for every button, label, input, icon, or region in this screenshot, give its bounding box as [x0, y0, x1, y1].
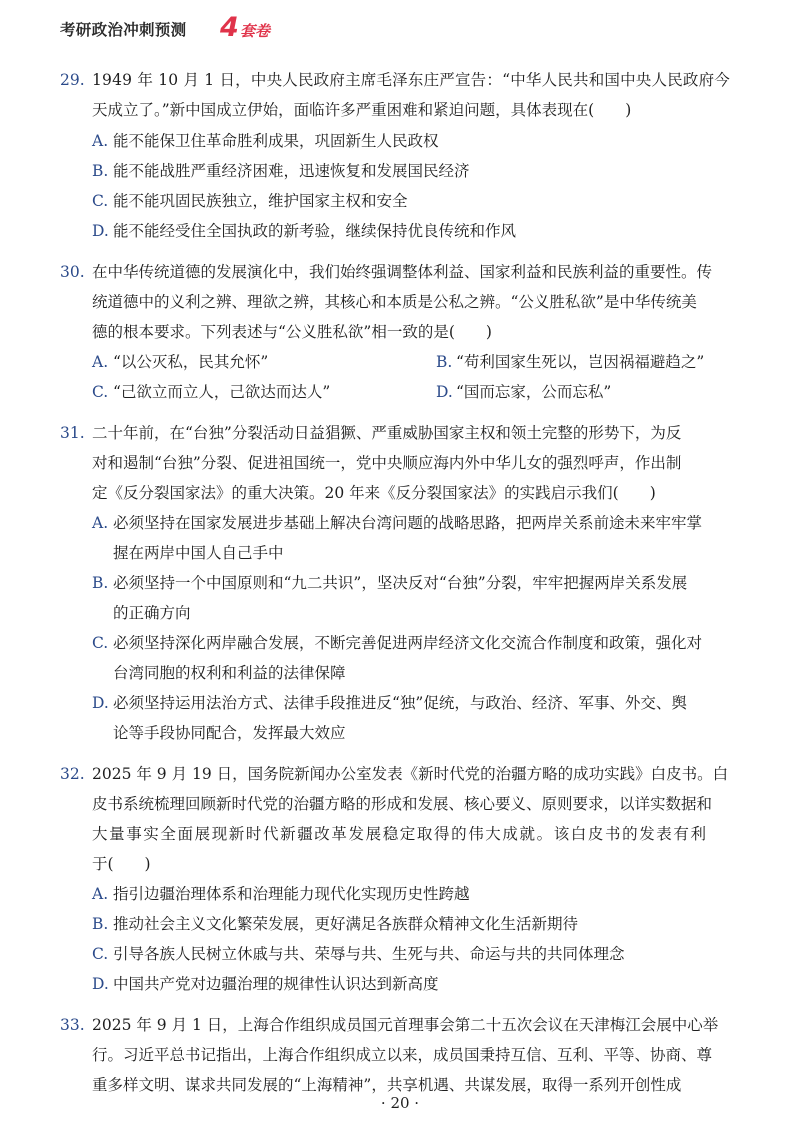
option-text: 指引边疆治理体系和治理能力现代化实现历史性跨越 — [113, 885, 470, 903]
option-text: 握在两岸中国人自己手中 — [113, 544, 284, 562]
option-text: “以公灭私，民其允怀” — [113, 353, 269, 371]
option-letter: B. — [92, 574, 109, 592]
question-stem-line: 二十年前，在“台独”分裂活动日益猖獗、严重威胁国家主权和领土完整的形势下，为反 — [92, 424, 682, 442]
option-letter: D. — [436, 383, 453, 401]
question-number: 31. — [60, 424, 85, 442]
option-text: 推动社会主义文化繁荣发展，更好满足各族群众精神文化生活新期待 — [113, 915, 579, 933]
option-letter: A. — [92, 353, 109, 371]
question-stem-line: 皮书系统梳理回顾新时代党的治疆方略的形成和发展、核心要义、原则要求，以详实数据和 — [92, 795, 713, 813]
option-text: “国而忘家，公而忘私” — [456, 383, 612, 401]
question-number: 33. — [60, 1016, 85, 1034]
question-stem-line: 2025 年 9 月 1 日，上海合作组织成员国元首理事会第二十五次会议在天津梅江会展中心举 — [92, 1016, 719, 1034]
option-letter: A. — [92, 885, 109, 903]
option-text: “己欲立而立人，己欲达而达人” — [113, 383, 331, 401]
option-text: 能不能保卫住革命胜利成果，巩固新生人民政权 — [113, 132, 439, 150]
option-letter: C. — [92, 634, 109, 652]
option-letter: B. — [92, 162, 109, 180]
question-stem-line: 德的根本要求。下列表述与“公义胜私欲”相一致的是( ) — [92, 323, 492, 341]
header-title: 考研政治冲刺预测 — [60, 21, 187, 39]
option-text: 的正确方向 — [113, 604, 191, 622]
question-number: 30. — [60, 263, 85, 281]
question-stem-line: 统道德中的义利之辨、理欲之辨，其核心和本质是公私之辨。“公义胜私欲”是中华传统美 — [92, 293, 697, 311]
question-number: 29. — [60, 71, 85, 89]
option-letter: D. — [92, 222, 109, 240]
option-letter: D. — [92, 975, 109, 993]
question-stem-line: 行。习近平总书记指出，上海合作组织成立以来，成员国秉持互信、互利、平等、协商、尊 — [92, 1046, 713, 1064]
brand-text: 套卷 — [240, 22, 271, 40]
option-letter: C. — [92, 383, 109, 401]
option-letter: A. — [92, 514, 109, 532]
option-letter: C. — [92, 192, 109, 210]
option-text: 必须坚持一个中国原则和“九二共识”，坚决反对“台独”分裂，牢牢把握两岸关系发展 — [113, 574, 688, 592]
option-text: 引导各族人民树立休戚与共、荣辱与共、生死与共、命运与共的共同体理念 — [113, 945, 625, 963]
question-stem-line: 于( ) — [92, 855, 151, 873]
question-number: 32. — [60, 765, 85, 783]
option-text: 中国共产党对边疆治理的规律性认识达到新高度 — [113, 975, 439, 993]
option-text: 能不能经受住全国执政的新考验，继续保持优良传统和作风 — [113, 222, 517, 240]
option-letter: B. — [436, 353, 453, 371]
option-letter: A. — [92, 132, 109, 150]
option-text: 必须坚持深化两岸融合发展，不断完善促进两岸经济文化交流合作制度和政策，强化对 — [113, 634, 703, 652]
page-number: · 20 · — [380, 1094, 420, 1112]
option-text: 能不能巩固民族独立，维护国家主权和安全 — [113, 192, 408, 210]
question-stem-line: 定《反分裂国家法》的重大决策。20 年来《反分裂国家法》的实践启示我们( ) — [92, 484, 656, 502]
option-text: 必须坚持在国家发展进步基础上解决台湾问题的战略思路，把两岸关系前途未来牢牢掌 — [113, 514, 703, 532]
question-stem-line: 大量事实全面展现新时代新疆改革发展稳定取得的伟大成就。该白皮书的发表有利 — [92, 825, 708, 843]
option-letter: B. — [92, 915, 109, 933]
question-stem-line: 天成立了。”新中国成立伊始，面临许多严重困难和紧迫问题，具体表现在( ) — [92, 101, 632, 119]
option-text: 论等手段协同配合，发挥最大效应 — [113, 724, 346, 742]
option-letter: C. — [92, 945, 109, 963]
option-text: 能不能战胜严重经济困难，迅速恢复和发展国民经济 — [113, 162, 470, 180]
brand-number: 4 — [220, 12, 239, 43]
question-stem-line: 1949 年 10 月 1 日，中央人民政府主席毛泽东庄严宣告：“中华人民共和国中央人民政府今 — [92, 71, 730, 89]
option-text: 台湾同胞的权利和利益的法律保障 — [113, 664, 346, 682]
question-stem-line: 2025 年 9 月 19 日，国务院新闻办公室发表《新时代党的治疆方略的成功实践》白皮书。白 — [92, 765, 729, 783]
question-stem-line: 重多样文明、谋求共同发展的“上海精神”，共享机遇、共谋发展，取得一系列开创性成 — [92, 1076, 682, 1094]
option-text: “苟利国家生死以，岂因祸福避趋之” — [456, 353, 705, 371]
brand-logo — [220, 12, 340, 43]
question-stem-line: 对和遏制“台独”分裂、促进祖国统一，党中央顺应海内外中华儿女的强烈呼声，作出制 — [92, 454, 682, 472]
option-text: 必须坚持运用法治方式、法律手段推进反“独”促统，与政治、经济、军事、外交、舆 — [113, 694, 687, 712]
question-stem-line: 在中华传统道德的发展演化中，我们始终强调整体利益、国家利益和民族利益的重要性。传 — [92, 263, 713, 281]
option-letter: D. — [92, 694, 109, 712]
